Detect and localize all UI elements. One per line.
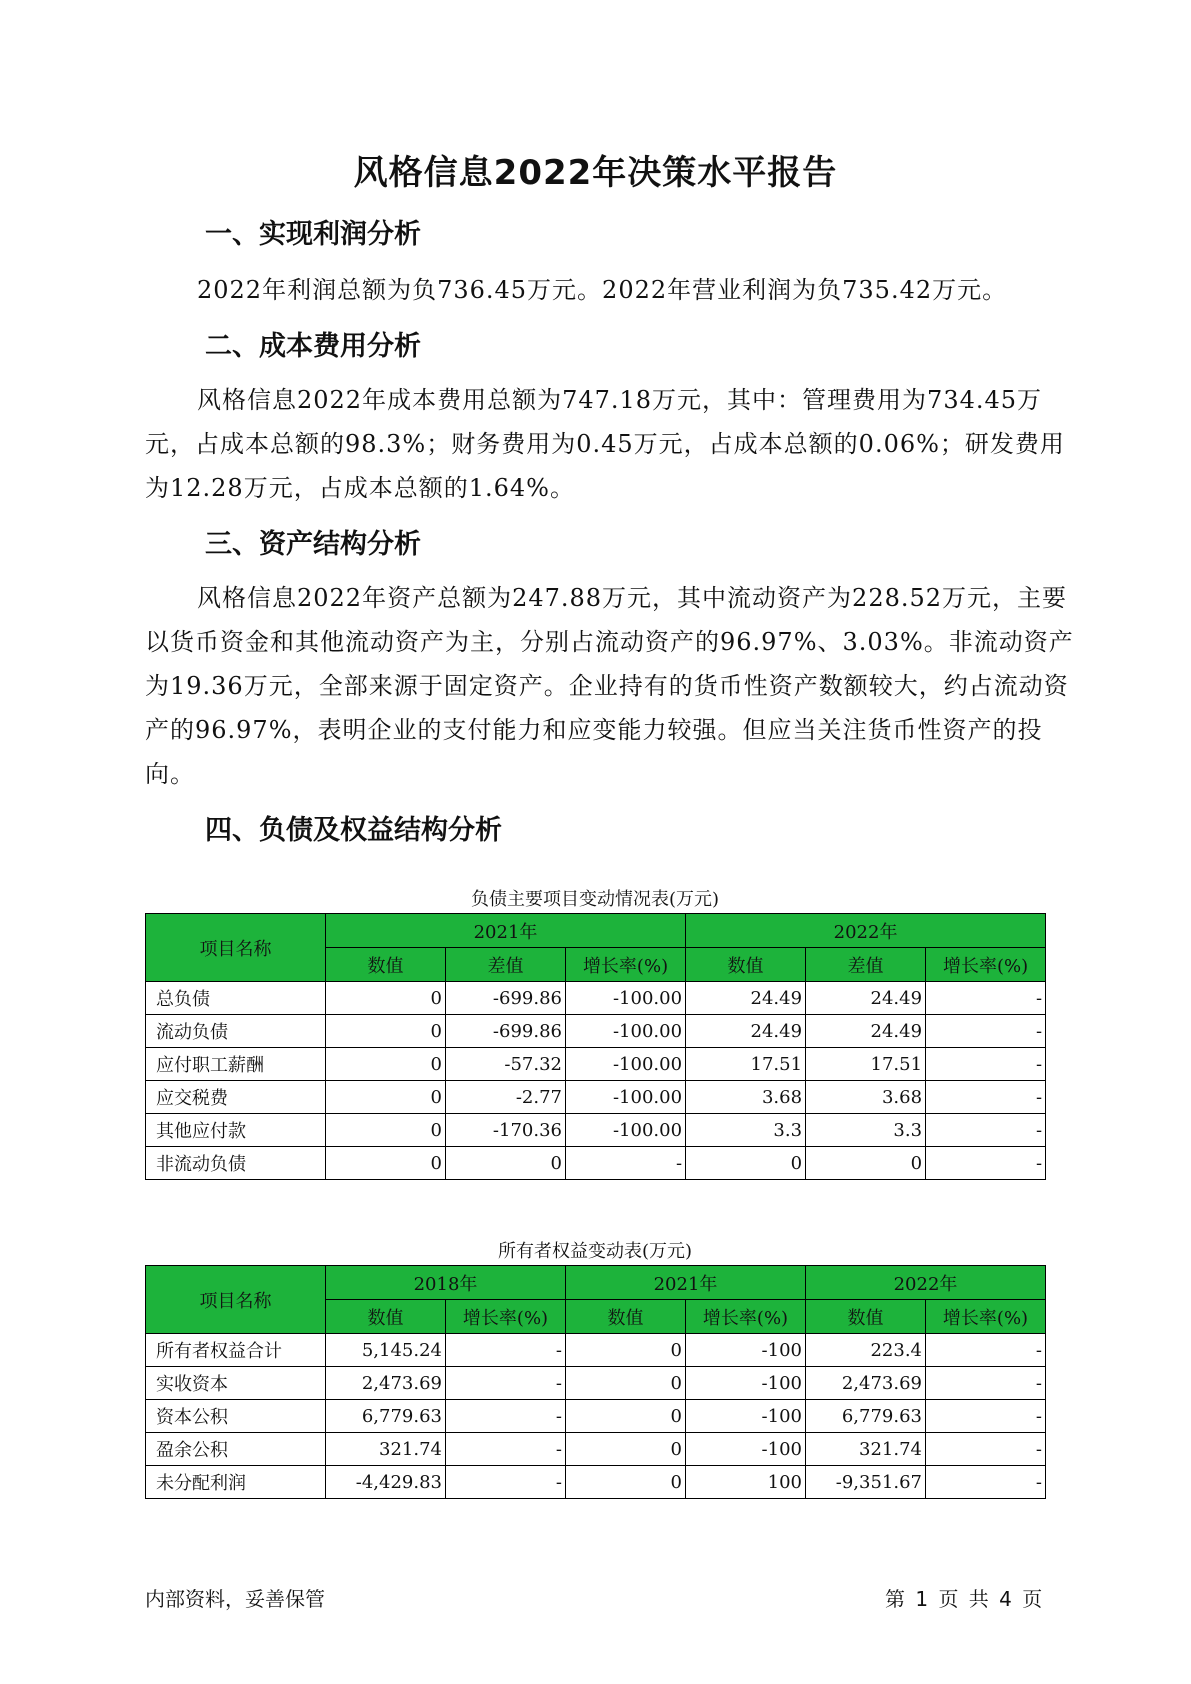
- table-cell: -100: [686, 1400, 806, 1433]
- page-title: 风格信息2022年决策水平报告: [353, 153, 838, 193]
- table-cell: 0: [326, 1114, 446, 1147]
- table-row: [146, 1147, 1046, 1180]
- table-cell: 0: [566, 1334, 686, 1367]
- column-header-year: 2018年: [326, 1266, 566, 1300]
- column-header: 增长率(%): [926, 948, 1046, 982]
- table-cell: -: [446, 1466, 566, 1499]
- footer-confidential-note: 内部资料，妥善保管: [145, 1587, 325, 1611]
- row-label: 实收资本: [146, 1367, 326, 1400]
- row-label: 流动负债: [146, 1015, 326, 1048]
- table-cell: 2,473.69: [806, 1367, 926, 1400]
- table-cell: 6,779.63: [326, 1400, 446, 1433]
- column-header: 增长率(%): [566, 948, 686, 982]
- column-header: 差值: [446, 948, 566, 982]
- table-cell: -: [446, 1433, 566, 1466]
- table-cell: -: [926, 1433, 1046, 1466]
- row-label: 应交税费: [146, 1081, 326, 1114]
- column-header: 增长率(%): [686, 1300, 806, 1334]
- table-cell: -: [446, 1400, 566, 1433]
- column-header-name: 项目名称: [146, 914, 326, 982]
- table-cell: 0: [566, 1400, 686, 1433]
- section-heading-cost: 二、成本费用分析: [205, 331, 421, 362]
- column-header-year: 2021年: [326, 914, 686, 948]
- column-header: 数值: [566, 1300, 686, 1334]
- section-heading-liabilities: 四、负债及权益结构分析: [205, 815, 502, 846]
- table-cell: -100.00: [566, 982, 686, 1015]
- table-cell: -170.36: [446, 1114, 566, 1147]
- table-cell: 0: [326, 982, 446, 1015]
- row-label: 其他应付款: [146, 1114, 326, 1147]
- section-heading-assets: 三、资产结构分析: [205, 529, 421, 560]
- table-header-row: [146, 1266, 1046, 1300]
- section-paragraph-assets: 风格信息2022年资产总额为247.88万元，其中流动资产为228.52万元，主要以货币资金和其他流动资产为主，分别占流动资产的96.97%、3.03%。非流动资产为19.36万元，全部来源于固定资产。企业持有的货币性资产数额较大，约占流动资产的96.97%，表明企业的支付能力和应变能力较强。但应当关注货币性资产的投向。: [145, 584, 1074, 788]
- table-cell: 5,145.24: [326, 1334, 446, 1367]
- table-cell: 0: [326, 1147, 446, 1180]
- row-label: 非流动负债: [146, 1147, 326, 1180]
- table-cell: 0: [326, 1048, 446, 1081]
- footer-page-number: 第 1 页 共 4 页: [885, 1587, 1043, 1611]
- column-header-year: 2022年: [686, 914, 1046, 948]
- row-label: 盈余公积: [146, 1433, 326, 1466]
- table-cell: -: [446, 1367, 566, 1400]
- table-cell: -: [926, 982, 1046, 1015]
- table-cell: 24.49: [806, 982, 926, 1015]
- column-header: 数值: [686, 948, 806, 982]
- table-cell: -100: [686, 1367, 806, 1400]
- table-cell: -: [566, 1147, 686, 1180]
- table-cell: 3.3: [806, 1114, 926, 1147]
- column-header: 数值: [326, 948, 446, 982]
- column-header-name: 项目名称: [146, 1266, 326, 1334]
- table-cell: 100: [686, 1466, 806, 1499]
- table-cell: 0: [686, 1147, 806, 1180]
- table-cell: 0: [566, 1367, 686, 1400]
- table-cell: -: [926, 1400, 1046, 1433]
- table-cell: -100.00: [566, 1081, 686, 1114]
- table-cell: -: [926, 1147, 1046, 1180]
- table-cell: 3.68: [806, 1081, 926, 1114]
- liabilities-table: [145, 913, 1046, 1180]
- table-header-row: [146, 914, 1046, 948]
- table-cell: -: [926, 1048, 1046, 1081]
- column-header: 增长率(%): [926, 1300, 1046, 1334]
- row-label: 应付职工薪酬: [146, 1048, 326, 1081]
- table-cell: -4,429.83: [326, 1466, 446, 1499]
- table-row: [146, 1433, 1046, 1466]
- table-cell: -: [926, 1367, 1046, 1400]
- table-cell: 6,779.63: [806, 1400, 926, 1433]
- table-cell: 17.51: [686, 1048, 806, 1081]
- table-cell: -57.32: [446, 1048, 566, 1081]
- table-row: [146, 1334, 1046, 1367]
- table2-caption: 所有者权益变动表(万元): [497, 1241, 693, 1262]
- table-cell: -100: [686, 1433, 806, 1466]
- column-header: 数值: [326, 1300, 446, 1334]
- column-header: 数值: [806, 1300, 926, 1334]
- table-row: [146, 1400, 1046, 1433]
- table-row: [146, 982, 1046, 1015]
- row-label: 未分配利润: [146, 1466, 326, 1499]
- table-cell: 223.4: [806, 1334, 926, 1367]
- table-cell: 2,473.69: [326, 1367, 446, 1400]
- table-cell: 3.3: [686, 1114, 806, 1147]
- table-cell: 0: [566, 1433, 686, 1466]
- table-cell: 3.68: [686, 1081, 806, 1114]
- column-header-year: 2021年: [566, 1266, 806, 1300]
- table-cell: 24.49: [806, 1015, 926, 1048]
- column-header: 差值: [806, 948, 926, 982]
- table-cell: 0: [806, 1147, 926, 1180]
- table-cell: -100.00: [566, 1015, 686, 1048]
- table-cell: 24.49: [686, 1015, 806, 1048]
- table-cell: 17.51: [806, 1048, 926, 1081]
- table-cell: 321.74: [326, 1433, 446, 1466]
- table-cell: -: [926, 1015, 1046, 1048]
- table-row: [146, 1114, 1046, 1147]
- table-row: [146, 1015, 1046, 1048]
- column-header-year: 2022年: [806, 1266, 1046, 1300]
- table-cell: 321.74: [806, 1433, 926, 1466]
- table-cell: -100: [686, 1334, 806, 1367]
- table-row: [146, 1367, 1046, 1400]
- table-cell: 0: [446, 1147, 566, 1180]
- table-cell: -: [926, 1334, 1046, 1367]
- table-cell: 24.49: [686, 982, 806, 1015]
- table-cell: -100.00: [566, 1114, 686, 1147]
- section-paragraph-cost: 风格信息2022年成本费用总额为747.18万元，其中：管理费用为734.45万元，占成本总额的98.3%；财务费用为0.45万元，占成本总额的0.06%；研发费用为12.28万元，占成本总额的1.64%。: [145, 386, 1065, 502]
- table-cell: 0: [326, 1081, 446, 1114]
- table-cell: -: [926, 1466, 1046, 1499]
- section-paragraph-profit: 2022年利润总额为负736.45万元。2022年营业利润为负735.42万元。: [197, 276, 1008, 304]
- table-row: [146, 1466, 1046, 1499]
- table-cell: -: [926, 1114, 1046, 1147]
- table-cell: -: [446, 1334, 566, 1367]
- table-row: [146, 1081, 1046, 1114]
- table-row: [146, 1048, 1046, 1081]
- row-label: 所有者权益合计: [146, 1334, 326, 1367]
- section-heading-profit: 一、实现利润分析: [205, 219, 421, 250]
- table-cell: -2.77: [446, 1081, 566, 1114]
- equity-table: [145, 1265, 1046, 1499]
- column-header: 增长率(%): [446, 1300, 566, 1334]
- table-cell: 0: [566, 1466, 686, 1499]
- row-label: 总负债: [146, 982, 326, 1015]
- table-cell: -699.86: [446, 1015, 566, 1048]
- table-cell: -9,351.67: [806, 1466, 926, 1499]
- table-cell: 0: [326, 1015, 446, 1048]
- table-cell: -: [926, 1081, 1046, 1114]
- table-cell: -100.00: [566, 1048, 686, 1081]
- row-label: 资本公积: [146, 1400, 326, 1433]
- table1-caption: 负债主要项目变动情况表(万元): [470, 889, 720, 910]
- table-cell: -699.86: [446, 982, 566, 1015]
